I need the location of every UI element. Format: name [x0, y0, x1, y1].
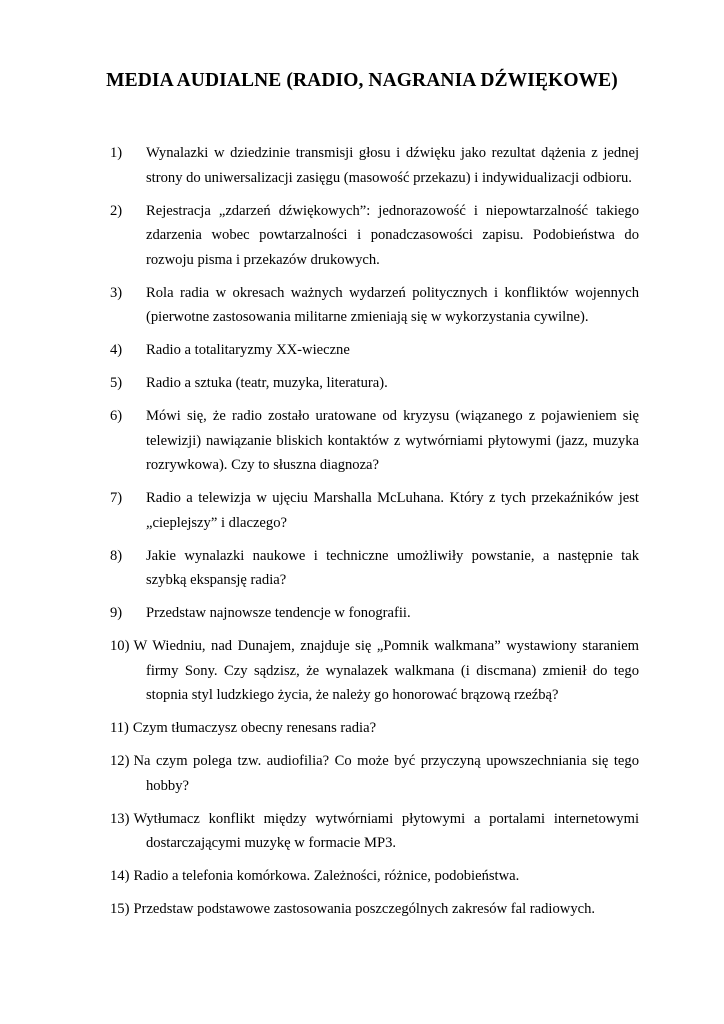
question-number: 7) — [110, 490, 123, 506]
question-number: 6) — [110, 408, 123, 424]
question-item-1 — [110, 141, 639, 190]
question-item-10 — [110, 634, 639, 708]
question-text: Mówi się, że radio zostało uratowane od kryzysu (wiązanego z pojawieniem się telewizji) nawiązanie bliskich kontaktów z wytwórniami płytowymi (jazz, muzyka rozrywkowa). Czy to słuszna diagnoza? — [146, 408, 639, 473]
question-item-3 — [110, 281, 639, 330]
question-text: W Wiedniu, nad Dunajem, znajduje się „Pomnik walkmana” wystawiony staraniem firmy Sony. Czy sądzisz, że wynalazek walkmana (i discmana) zmienił do tego stopnia styl ludzkiego życia, że należy go honorować brązową rzeźbą? — [133, 638, 639, 703]
question-text: Wynalazki w dziedzinie transmisji głosu i dźwięku jako rezultat dążenia z jednej strony do uniwersalizacji zasięgu (masowość przekazu) i indywidualizacji odbioru. — [146, 145, 639, 186]
question-text: Przedstaw podstawowe zastosowania poszczególnych zakresów fal radiowych. — [133, 901, 596, 917]
question-item-15 — [110, 897, 639, 922]
question-text: Na czym polega tzw. audiofilia? Co może być przyczyną upowszechniania się tego hobby? — [133, 753, 639, 794]
question-text: Jakie wynalazki naukowe i techniczne umożliwiły powstanie, a następnie tak szybką ekspansję radia? — [146, 547, 639, 588]
question-item-5 — [110, 371, 639, 396]
question-item-14 — [110, 864, 639, 889]
question-number: 9) — [110, 605, 123, 621]
question-text: Radio a telewizja w ujęciu Marshalla McLuhana. Który z tych przekaźników jest „cieplejszy” i dlaczego? — [146, 490, 639, 531]
question-item-12 — [110, 749, 639, 798]
question-item-7 — [110, 486, 639, 535]
question-number: 12) — [110, 753, 130, 769]
question-number: 8) — [110, 547, 123, 564]
question-item-9 — [110, 601, 639, 626]
question-text: Radio a totalitaryzmy XX-wieczne — [146, 342, 350, 358]
question-text: Radio a telefonia komórkowa. Zależności, różnice, podobieństwa. — [133, 868, 520, 884]
page-title: MEDIA AUDIALNE (RADIO, NAGRANIA DŹWIĘKOWE) — [106, 70, 618, 91]
question-item-6 — [110, 404, 639, 478]
question-text: Radio a sztuka (teatr, muzyka, literatura). — [146, 375, 388, 391]
question-list — [110, 141, 639, 930]
question-text: Rola radia w okresach ważnych wydarzeń politycznych i konfliktów wojennych (pierwotne zastosowania militarne zmieniają się w wykorzystania cywilne). — [146, 284, 639, 325]
question-item-4 — [110, 338, 639, 363]
question-number: 15) — [110, 901, 130, 917]
question-number: 3) — [110, 284, 123, 301]
question-text: Przedstaw najnowsze tendencje w fonografii. — [146, 605, 411, 621]
question-number: 13) — [110, 810, 130, 827]
question-item-8 — [110, 544, 639, 593]
question-number: 4) — [110, 342, 123, 358]
question-number: 2) — [110, 202, 123, 219]
question-number: 10) — [110, 638, 130, 654]
question-number: 11) — [110, 720, 129, 736]
question-text: Czym tłumaczysz obecny renesans radia? — [132, 720, 377, 736]
question-text: Wytłumacz konflikt między wytwórniami płytowymi a portalami internetowymi dostarczającymi muzykę w formacie MP3. — [133, 810, 639, 851]
question-number: 1) — [110, 145, 123, 161]
question-item-11 — [110, 716, 639, 741]
question-item-2 — [110, 199, 639, 273]
question-item-13 — [110, 807, 639, 856]
question-number: 14) — [110, 868, 130, 884]
question-text: Rejestracja „zdarzeń dźwiękowych”: jednorazowość i niepowtarzalność takiego zdarzenia wobec powtarzalności i ponadczasowości zapisu. Podobieństwa do rozwoju pisma i przekazów drukowych. — [146, 202, 639, 268]
question-number: 5) — [110, 375, 123, 391]
